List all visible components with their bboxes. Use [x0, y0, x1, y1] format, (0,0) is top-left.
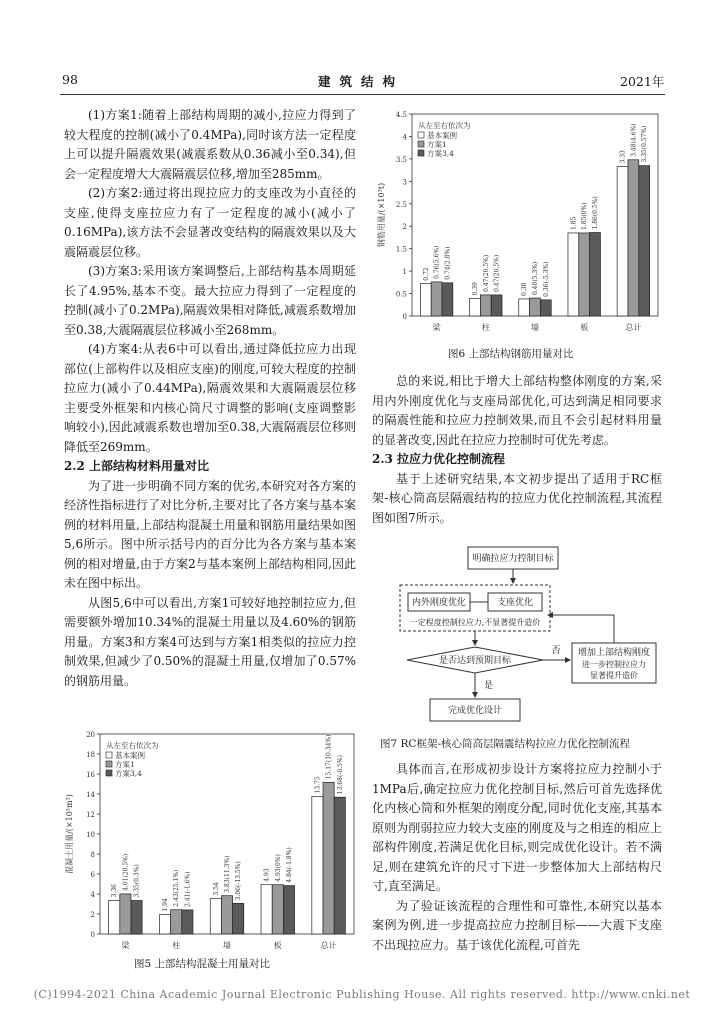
- y-tick-label: 2: [90, 911, 95, 919]
- paragraph-scheme-1: (1)方案1:随着上部结构周期的减小,拉应力得到了较大程度的控制(减小了0.4MPa),同时该方法一定程度上可以提升隔震效果(减震系数从0.36减小至0.34),但会一定程度增大大震隔震层位移,增加至285mm。: [64, 108, 356, 181]
- bar-data-label: 0.72: [422, 267, 430, 281]
- bar-data-label: 3.06(-13.5%): [235, 861, 243, 901]
- paragraph-material-result: 从图5,6中可以看出,方案1可较好地控制拉应力,但需要额外增加10.34%的混凝土用量以及4.60%的钢筋用量。方案3和方案4可达到与方案1相类似的拉应力控制效果,但减少了0.50%的混凝土用量,仅增加了0.57%的钢筋用量。: [64, 595, 356, 688]
- bar: [530, 298, 541, 316]
- y-axis-title: 混凝土用量/(×10³m³): [65, 794, 74, 874]
- bar: [323, 782, 334, 934]
- bar-data-label: 3.83(11.3%): [224, 855, 231, 893]
- bar: [568, 233, 579, 316]
- journal-year: 2021年: [620, 74, 665, 89]
- bar-data-label: 4.01(20.5%): [122, 853, 130, 891]
- copyright-footer: (C)1994-2021 China Academic Journal Electronic Publishing House. All rights reserved. http://www.cnki.net: [33, 988, 691, 1001]
- bar-data-label: 2.41(-1.6%): [184, 871, 192, 907]
- paragraph-flow-verify: 为了验证该流程的合理性和可靠性,本研究以基本案例为例,进一步提高拉应力控制目标——大震下支座不出现拉应力。基于该优化流程,可首先: [372, 898, 662, 952]
- bar: [442, 283, 453, 316]
- x-category-label: 柱: [172, 941, 181, 950]
- paragraph-flow-intro: 基于上述研究结果,本文初步提出了适用于RC框架-核心筒高层隔震结构的拉应力优化控制流程,其流程图如图7所示。: [372, 471, 662, 525]
- bar-data-label: 0.38: [521, 282, 529, 296]
- bar-data-label: 1.86(0.5%): [592, 196, 600, 230]
- y-tick-label: 18: [86, 751, 95, 759]
- bar: [519, 299, 530, 316]
- right-column-bottom: [372, 760, 662, 955]
- x-category-label: 总计: [320, 941, 337, 950]
- paragraph-scheme-2: (2)方案2:通过将出现拉应力的支座改为小直径的支座,使得支座拉应力有了一定程度的减小(减小了0.16MPa),该方法不会显著改变结构的隔震效果以及大震隔震层位移。: [64, 186, 356, 259]
- bar: [109, 900, 120, 934]
- y-tick-label: 12: [86, 811, 95, 819]
- right-column-top: [372, 372, 662, 528]
- bar: [261, 885, 272, 934]
- legend-label: 方案1: [427, 140, 447, 149]
- bar-data-label: 3.35(0.3%): [133, 864, 141, 898]
- bar: [233, 903, 244, 934]
- bar-data-label: 3.54: [212, 882, 220, 896]
- bar-data-label: 2.43(25.1%): [173, 869, 181, 907]
- y-tick-label: 0.5: [395, 290, 407, 299]
- flow-label-no: 否: [551, 646, 561, 656]
- legend-swatch: [418, 132, 424, 138]
- figure-7-caption: 图7 RC框架-核心筒高层隔震结构拉应力优化控制流程: [380, 738, 631, 750]
- bar: [272, 885, 283, 934]
- bar-data-label: 0.47(20.5%): [482, 254, 490, 292]
- flow-bearing-text: 支座优化: [496, 598, 534, 608]
- flow-stiffness-text: 内外刚度优化: [411, 598, 467, 608]
- legend-title: 从左至右依次为: [418, 121, 471, 130]
- y-tick-label: 6: [90, 871, 95, 879]
- legend-label: 基本案例: [427, 131, 457, 140]
- figure-5-chart: [60, 726, 360, 954]
- bar-data-label: 0.36(-5.3%): [542, 261, 550, 297]
- bar-data-label: 1.85(0%): [581, 202, 589, 230]
- x-category-label: 板: [580, 323, 589, 332]
- bar: [540, 300, 551, 316]
- bar: [617, 167, 628, 316]
- legend-label: 方案1: [115, 760, 135, 769]
- paragraph-scheme-4: (4)方案4:从表6中可以看出,通过降低拉应力出现部位(上部构件以及相应支座)的刚度,可较大程度的控制拉应力(减小了0.44MPa),隔震效果和大震隔震层位移主要受外框架和内核心筒尺寸调整的影响(支座调整影响较小),因此减震系数也增加至0.38,大震隔震层位移则降低至269mm。: [64, 342, 356, 454]
- y-tick-label: 4.5: [395, 111, 407, 119]
- bar: [120, 894, 131, 934]
- bar-data-label: 4.84(-1.8%): [285, 847, 293, 883]
- bar-data-label: 1.94: [162, 898, 170, 912]
- legend-title: 从左至右依次为: [106, 741, 159, 750]
- bar-data-label: 0.39: [471, 282, 479, 296]
- figure-6-chart: [372, 106, 664, 336]
- y-tick-label: 16: [86, 771, 95, 779]
- legend-swatch: [418, 141, 424, 147]
- bar-data-label: 13.68(-0.5%): [336, 755, 344, 795]
- bar-data-label: 0.76(5.6%): [433, 245, 441, 279]
- flow-enlarge-text-3: 显著提升造价: [590, 671, 638, 680]
- bar: [312, 797, 323, 935]
- bar: [579, 233, 590, 316]
- flow-finish-text: 完成优化设计: [447, 706, 503, 716]
- paragraph-scheme-3: (3)方案3:采用该方案调整后,上部结构基本周期延长了4.95%,基本不变。最大拉应力得到了一定程度的控制(减小了0.2MPa),隔震效果相对降低,减震系数增加至0.38,大震隔震层位移减小至268mm。: [64, 264, 356, 337]
- x-category-label: 总计: [625, 323, 642, 332]
- left-column: [64, 106, 356, 691]
- paragraph-material-intro: 为了进一步明确不同方案的优劣,本研究对各方案的经济性指标进行了对比分析,主要对比了各方案与基本案例的材料用量,上部结构混凝土用量和钢筋用量结果如图5,6所示。图中所示括号内的百分比为各方案与基本案例的相对增量,由于方案2与基本案例上部结构相同,因此未在图中标出。: [64, 478, 356, 590]
- bar-data-label: 4.93(0%): [274, 854, 282, 882]
- bar: [590, 233, 601, 316]
- bar: [480, 295, 491, 316]
- bar-data-label: 3.33: [619, 150, 627, 164]
- bar: [221, 896, 232, 934]
- bar-data-label: 15.17(10.34%): [325, 734, 333, 780]
- flow-enlarge-text-2: 进一步控制拉应力: [582, 660, 646, 669]
- flow-group-note: 一定程度控制拉应力,不显著提升造价: [409, 618, 541, 627]
- legend-label: 基本案例: [115, 751, 145, 760]
- bar-data-label: 4.93: [263, 868, 271, 882]
- y-tick-label: 8: [90, 851, 95, 859]
- figure-7-flowchart: [398, 545, 658, 730]
- x-category-label: 柱: [481, 323, 490, 332]
- bar: [334, 797, 345, 934]
- y-tick-label: 4: [402, 133, 407, 142]
- bar: [131, 901, 142, 935]
- x-category-label: 梁: [432, 323, 441, 332]
- bar: [639, 166, 650, 316]
- bar-data-label: 13.75: [314, 776, 322, 794]
- legend-swatch: [418, 150, 424, 156]
- bar: [171, 910, 182, 934]
- legend-label: 方案3,4: [427, 149, 454, 158]
- paragraph-flow-detail: 具体而言,在形成初步设计方案将拉应力控制小于1MPa后,确定拉应力优化控制目标,然后可首先选择优化内核心筒和外框架的刚度分配,同时优化支座,其基本原则为削弱拉应力较大支座的刚度及与之相连的相应上部构件刚度,若满足优化目标,则完成优化设计。若不满足,则在建筑允许的尺寸下进一步整体加大上部结构尺寸,直至满足。: [372, 762, 662, 893]
- y-tick-label: 20: [86, 731, 95, 739]
- legend-label: 方案3,4: [115, 769, 142, 778]
- y-tick-label: 4: [90, 891, 95, 899]
- flow-start-text: 明确拉应力控制目标: [472, 554, 554, 564]
- flow-decision-text: 是否达到预期目标: [438, 656, 512, 666]
- bar: [431, 282, 442, 316]
- x-category-label: 墙: [531, 323, 539, 332]
- bar-data-label: 1.85: [570, 216, 578, 230]
- figure-6: [372, 106, 664, 336]
- bar: [159, 915, 170, 934]
- figure-5: [60, 726, 360, 954]
- y-tick-label: 3.5: [395, 155, 407, 164]
- y-axis-title: 钢筋用量/(×10³t): [377, 182, 386, 248]
- bar: [420, 284, 431, 316]
- y-tick-label: 2: [402, 223, 407, 232]
- header-rule: [60, 94, 665, 95]
- y-tick-label: 0: [90, 931, 95, 939]
- bar-data-label: 3.35(0.57%): [641, 125, 649, 163]
- y-tick-label: 0: [402, 313, 407, 321]
- paragraph-summary: 总的来说,相比于增大上部结构整体刚度的方案,采用内外刚度优化与支座局部优化,可达到满足相同要求的隔震性能和拉应力控制效果,而且不会引起材料用量的显著改变,因此在拉应力控制时可优先考虑。: [372, 374, 662, 447]
- bar-data-label: 3.48(4.6%): [630, 123, 638, 157]
- bar-data-label: 0.74(2.8%): [444, 246, 452, 280]
- y-tick-label: 2.5: [395, 200, 407, 209]
- flow-label-yes: 是: [484, 681, 494, 691]
- journal-title: 建筑结构: [318, 74, 405, 89]
- y-tick-label: 1: [402, 268, 407, 277]
- legend-swatch: [106, 752, 112, 758]
- legend-swatch: [106, 770, 112, 776]
- bar: [283, 886, 294, 934]
- bar: [182, 910, 193, 934]
- bar-data-label: 3.36: [111, 884, 119, 898]
- section-heading-2-2: 2.2 上部结构材料用量对比: [64, 459, 210, 473]
- legend-swatch: [106, 761, 112, 767]
- figure-7: [398, 545, 658, 730]
- bar-data-label: 0.40(5.3%): [532, 261, 539, 296]
- figure-5-caption: 图5 上部结构混凝土用量对比: [134, 958, 271, 970]
- figure-6-caption: 图6 上部结构钢筋用量对比: [448, 348, 574, 360]
- y-tick-label: 10: [86, 831, 95, 839]
- y-tick-label: 3: [402, 178, 407, 187]
- y-tick-label: 1.5: [395, 245, 407, 254]
- x-category-label: 墙: [223, 941, 231, 950]
- y-tick-label: 14: [86, 791, 95, 799]
- bar: [491, 295, 502, 316]
- bar: [628, 160, 639, 316]
- bar: [470, 298, 481, 316]
- section-heading-2-3: 2.3 拉应力优化控制流程: [372, 452, 506, 466]
- x-category-label: 板: [273, 941, 282, 950]
- bar: [210, 899, 221, 934]
- page-number: 98: [62, 72, 78, 87]
- bar-data-label: 0.47(20.5%): [493, 254, 501, 292]
- flow-enlarge-text-1: 增加上部结构刚度: [577, 648, 651, 658]
- x-category-label: 梁: [121, 941, 130, 950]
